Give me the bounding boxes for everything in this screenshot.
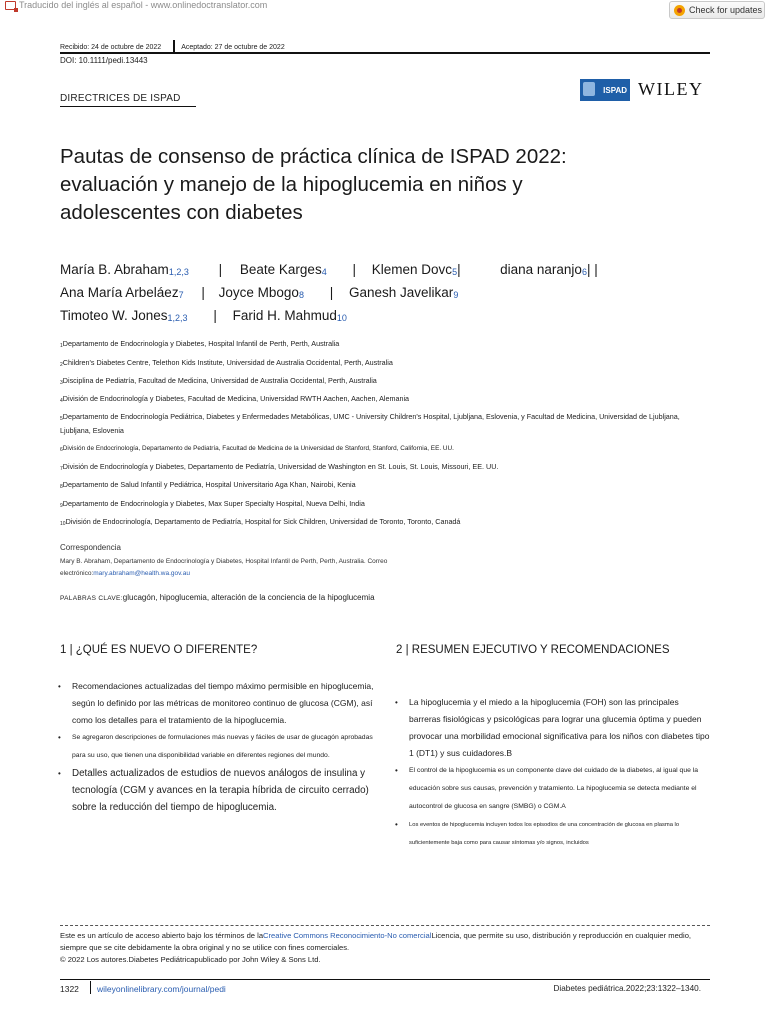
affiliation (60, 338, 700, 352)
correspondence-body (60, 556, 460, 580)
affiliation (60, 411, 700, 437)
affiliation-number: 8 (60, 484, 63, 490)
affiliation-number: 9 (60, 503, 63, 509)
affiliation (60, 357, 700, 371)
list-item: • La hipoglucemia y el miedo a la hipoglucemia (FOH) son las principales barreras fisiológicas y psicológicas para lograr una glucemia óptima y pueden provocar una morbilidad emocional significativa para los niños con diabetes tipo 1 (DT1) y sus cuidadores.B (409, 694, 710, 762)
author-name: Ganesh Javelikar (349, 285, 454, 300)
doi: DOI: 10.1111/pedi.13443 (60, 56, 148, 65)
list-item: • Los eventos de hipoglucemia incluyen todos los episodios de una concentración de glucosa en plasma lo suficientemente baja como para causar síntomas y/o signos, incluidos (409, 816, 710, 852)
ispad-logo-text: ISPAD (603, 85, 627, 95)
received-date: Recibido: 24 de octubre de 2022 (60, 44, 162, 51)
ispad-logo (580, 79, 630, 101)
license-text-cont: Licencia, que permite su uso, distribución y reproducción en cualquier medio, siempre que se cite debidamente la obra original y no se utilice con fines comerciales. (60, 931, 692, 952)
accepted-date: Aceptado: 27 de octubre de 2022 (181, 44, 285, 51)
affiliation (60, 516, 700, 530)
license-divider (60, 925, 710, 926)
list-item: • El control de la hipoglucemia es un componente clave del cuidado de la diabetes, al igual que la educación sobre sus causas, prevención y tratamiento. La hipoglucemia se detecta mediante el autocontrol de glucosa en sangre (SMBG) o CGM.A (409, 762, 710, 816)
affiliation-text: División de Endocrinología y Diabetes, Departamento de Pediatría, Universidad de Washington en St. Louis, St. Louis, Missouri, EE. UU. (62, 462, 499, 471)
affiliation (60, 479, 700, 493)
ispad-logo-figure (583, 82, 595, 96)
affiliation (60, 461, 700, 475)
affiliation-text: Disciplina de Pediatría, Facultad de Medicina, Universidad de Australia Occidental, Perth, Australia (62, 376, 377, 385)
author-name: Farid H. Mahmud (232, 308, 337, 323)
journal-citation: Diabetes pediátrica.2022;23:1322–1340. (553, 984, 701, 993)
keywords-label: PALABRAS CLAVE: (60, 595, 123, 602)
affiliation-number: 7 (60, 466, 63, 472)
affiliation-text: División de Endocrinología, Departamento de Pediatría, Facultad de Medicina de la Universidad de Stanford, Stanford, California, EE. UU. (62, 445, 454, 452)
author-affiliation-ref: 10 (336, 313, 347, 323)
check-for-updates-label: Check for updates (689, 5, 763, 15)
author-affiliation-ref: 7 (178, 290, 184, 300)
affiliation-text: División de Endocrinología, Departamento de Pediatría, Hospital for Sick Children, Universidad de Toronto, Toronto, Canadá (65, 517, 461, 526)
affiliation-number: 2 (60, 362, 63, 368)
list-item: • Recomendaciones actualizadas del tiempo máximo permisible en hipoglucemia, según lo definido por las métricas de monitoreo continuo de glucosa (CGM), así como los detalles para el tratamiento de la hipoglucemia. (72, 678, 374, 729)
author-name: María B. Abraham (60, 262, 169, 277)
journal-url-link[interactable]: wileyonlinelibrary.com/journal/pedi (97, 984, 226, 994)
section-1-body (58, 678, 374, 816)
author-name: Klemen Dovc (371, 262, 453, 277)
affiliation (60, 393, 700, 407)
affiliation-number: 5 (60, 416, 63, 422)
author-name: Beate Karges (239, 262, 322, 277)
author-row: Ana María Arbeláez$^7$ | Joyce Mbogo$^8$ | Ganesh Javelikar$^9$ (60, 285, 459, 300)
translator-text: Traducido del inglés al español - www.onlinedoctranslator.com (19, 0, 268, 10)
list-item: • Se agregaron descripciones de formulaciones más nuevas y fáciles de usar de glucagón aprobadas para su uso, que tienen una disponibilidad variable en diferentes regiones del mundo. (72, 729, 374, 765)
affiliation-number: 6 (60, 447, 63, 453)
keywords (60, 593, 375, 602)
section-2-heading: 2 | RESUMEN EJECUTIVO Y RECOMENDACIONES (396, 644, 670, 656)
check-for-updates-button[interactable] (669, 1, 765, 19)
section-2-body (395, 694, 710, 852)
keywords-text: glucagón, hipoglucemia, alteración de la conciencia de la hipoglucemia (122, 593, 375, 602)
section-tag: DIRECTRICES DE ISPAD (60, 93, 181, 104)
author-row: Timoteo W. Jones$^{1,2,3}$ | Farid H. Mahmud$^{10}$ (60, 308, 347, 323)
affiliation (60, 498, 700, 512)
affiliation-number: 3 (60, 380, 63, 386)
author-name: diana naranjo (500, 262, 582, 277)
affiliation-text: División de Endocrinología y Diabetes, Facultad de Medicina, Universidad RWTH Aachen, Aachen, Alemania (62, 394, 410, 403)
section-tag-rule (60, 106, 196, 107)
translator-banner (5, 0, 267, 10)
translate-icon (5, 1, 16, 10)
article-title: Pautas de consenso de práctica clínica de ISPAD 2022: evaluación y manejo de la hipoglucemia en niños y adolescentes con diabetes (60, 145, 567, 224)
author-affiliation-ref: 1,2,3 (167, 313, 188, 323)
copyright-text: © 2022 Los autores.Diabetes Pediátricapublicado por John Wiley & Sons Ltd. (60, 955, 321, 964)
footer-rule (60, 979, 710, 980)
author-name: Timoteo W. Jones (60, 308, 168, 323)
affiliation-number: 1 (60, 343, 63, 349)
affiliation-text: Departamento de Endocrinología Pediátrica, Diabetes y Enfermedades Metabólicas, UMC - University Children's Hospital, Ljubljana, Eslovenia, y Facultad de Medicina, Universidad de Ljubljana, Ljubljana, Eslovenia (60, 412, 680, 435)
correspondence-text: Mary B. Abraham, Departamento de Endocrinología y Diabetes, Hospital Infantil de Perth, Perth, Australia. Correo electrónico: (60, 558, 388, 577)
list-item: • Detalles actualizados de estudios de nuevos análogos de insulina y tecnología (CGM y avances en la terapia híbrida de circuito cerrado) sobre la reducción del tiempo de hipoglucemia. (72, 765, 374, 816)
author-name: Ana María Arbeláez (60, 285, 179, 300)
affiliation-text: Departamento de Endocrinología y Diabetes, Max Super Specialty Hospital, Nueva Delhi, India (62, 499, 365, 508)
author-affiliation-ref: 5 (452, 267, 458, 277)
affiliation (60, 443, 700, 456)
footer-separator (90, 981, 91, 994)
section-1-heading: 1 | ¿QUÉ ES NUEVO O DIFERENTE? (60, 644, 258, 656)
license-note (60, 930, 710, 966)
correspondence-email-link[interactable]: mary.abraham@health.wa.gov.au (93, 570, 190, 577)
affiliation-text: Departamento de Endocrinología y Diabetes, Hospital Infantil de Perth, Perth, Australia (62, 339, 340, 348)
author-affiliation-ref: 1,2,3 (168, 267, 189, 277)
author-affiliation-ref: 6 (581, 267, 587, 277)
page-number: 1322 (60, 984, 79, 994)
license-link[interactable]: Creative Commons Reconocimiento-No comercial (263, 931, 432, 940)
affiliation-text: Departamento de Salud Infantil y Pediátrica, Hospital Universitario Aga Khan, Nairobi, Kenia (62, 480, 356, 489)
author-row: María B. Abraham$^{1,2,3}$ | Beate Karges$^4$ | Klemen Dovc$^5$| diana naranjo$^6$| | (60, 262, 598, 277)
affiliation-number: 4 (60, 398, 63, 404)
crossmark-icon (674, 5, 685, 16)
correspondence-heading: Correspondencia (60, 543, 121, 552)
affiliation (60, 375, 700, 389)
license-text: Este es un artículo de acceso abierto bajo los términos de la (60, 931, 264, 940)
wiley-logo: WILEY (638, 79, 704, 99)
author-affiliation-ref: 8 (298, 290, 304, 300)
affiliation-number: 10 (60, 521, 66, 527)
author-name: Joyce Mbogo (218, 285, 299, 300)
affiliation-text: Children's Diabetes Centre, Telethon Kids Institute, Universidad de Australia Occidental, Perth, Australia (62, 358, 393, 367)
author-affiliation-ref: 9 (453, 290, 459, 300)
header-rule (60, 52, 710, 54)
author-affiliation-ref: 4 (321, 267, 327, 277)
